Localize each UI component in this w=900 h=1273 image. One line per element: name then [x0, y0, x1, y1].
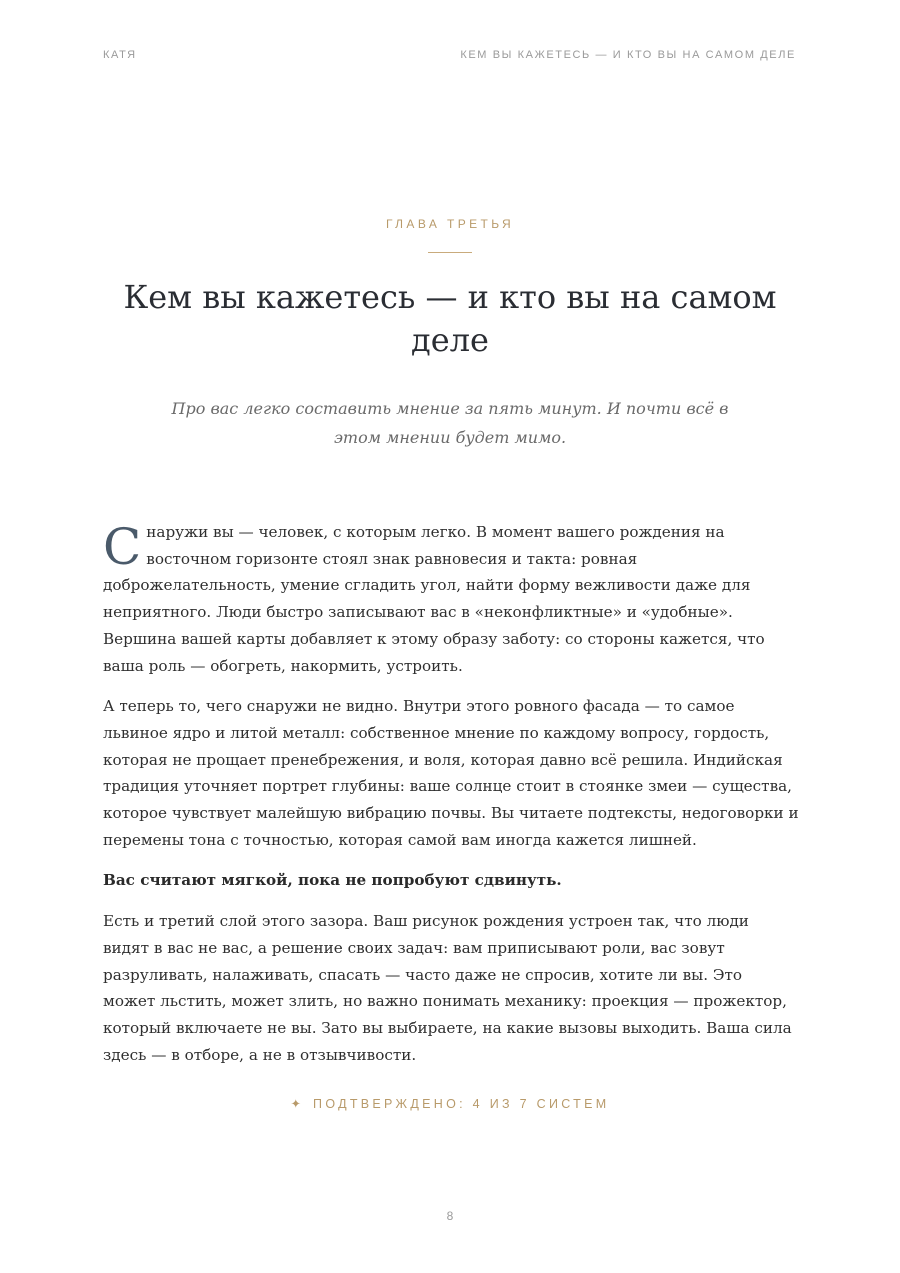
confirmation-line — [0, 1096, 900, 1111]
page-number: 8 — [446, 1209, 454, 1223]
header-author-name: КАТЯ — [103, 49, 137, 61]
pull-quote: Вас считают мягкой, пока не попробуют сдвинуть. — [103, 871, 562, 890]
chapter-title: Кем вы кажетесь — и кто вы на самом деле — [123, 278, 777, 359]
body-paragraph-2: А теперь то, чего снаружи не видно. Внутри этого ровного фасада — то самое львиное ядро и литой металл: собственное мнение по каждому вопросу, гордость, которая не прощает пренебрежения, и воля, которая давно всё решила. Индийская традиция уточняет портрет глубины: ваше солнце стоит в стоянке змеи — существа, которое чувствует малейшую вибрацию почвы. Вы читаете подтексты, недоговорки и перемены тона с точностью, которая самой вам иногда кажется лишней. — [103, 697, 799, 849]
body-paragraph-3: Есть и третий слой этого зазора. Ваш рисунок рождения устроен так, что люди видят в вас не вас, а решение своих задач: вам приписывают роли, вас зовут разруливать, налаживать, спасать — часто даже не спросив, хотите ли вы. Это может льстить, может злить, но важно понимать механику: проекция — прожектор, который включаете не вы. Зато вы выбираете, на какие вызовы выходить. Ваша сила здесь — в отборе, а не в отзывчивости. — [103, 912, 792, 1064]
chapter-lede: Про вас легко составить мнение за пять минут. И почти всё в этом мнении будет мимо. — [171, 399, 729, 447]
running-header — [103, 49, 796, 61]
confirmation-text: ПОДТВЕРЖДЕНО: 4 ИЗ 7 СИСТЕМ — [313, 1097, 610, 1111]
star-icon: ✦ — [290, 1097, 302, 1111]
header-chapter-title: КЕМ ВЫ КАЖЕТЕСЬ — И КТО ВЫ НА САМОМ ДЕЛЕ — [460, 49, 796, 61]
chapter-label: ГЛАВА ТРЕТЬЯ — [385, 217, 515, 231]
chapter-body — [103, 519, 799, 1082]
body-paragraph-1 — [103, 519, 799, 679]
drop-cap: С — [103, 518, 142, 576]
chapter-divider — [428, 252, 472, 253]
paragraph-1-text: наружи вы — человек, с которым легко. В момент вашего рождения на восточном горизонте стоял знак равновесия и такта: ровная доброжелательность, умение сгладить угол, найти форму вежливости даже для неприятного. Люди быстро записывают вас в «неконфликтные» и «удобные». Вершина вашей карты добавляет к этому образу заботу: со стороны кажется, что ваша роль — обогреть, накормить, устроить. — [103, 523, 765, 675]
